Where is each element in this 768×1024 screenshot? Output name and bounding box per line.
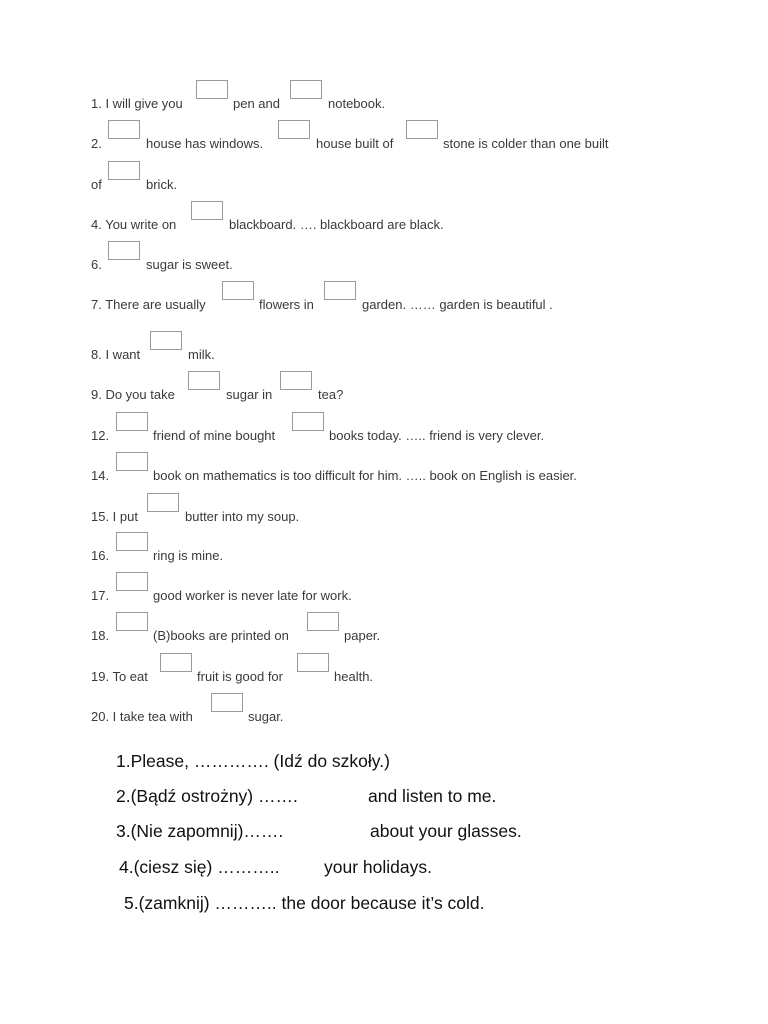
item-text: (B)books are printed on bbox=[153, 628, 289, 643]
item-text: 2. bbox=[91, 136, 102, 151]
item-text: health. bbox=[334, 669, 374, 684]
answer-blank[interactable] bbox=[191, 201, 223, 220]
answer-blank[interactable] bbox=[278, 120, 310, 139]
answer-blank[interactable] bbox=[116, 412, 148, 431]
item-text: 6. bbox=[91, 257, 102, 272]
item-text: about your glasses. bbox=[370, 821, 522, 841]
answer-blank[interactable] bbox=[290, 80, 322, 99]
answer-blank[interactable] bbox=[116, 532, 148, 551]
item-text: book on mathematics is too difficult for him. ….. book on English is easier. bbox=[153, 468, 577, 483]
item-text: ring is mine. bbox=[153, 548, 224, 563]
item-text: flowers in bbox=[259, 297, 314, 312]
answer-blank[interactable] bbox=[160, 653, 192, 672]
item-text: pen and bbox=[233, 96, 280, 111]
item-text: 7. There are usually bbox=[91, 297, 206, 312]
item-text: house built of bbox=[316, 136, 394, 151]
item-text: 2.(Bądź ostrożny) ……. bbox=[116, 786, 298, 806]
item-text: 19. To eat bbox=[91, 669, 148, 684]
item-text: books today. ….. friend is very clever. bbox=[329, 428, 545, 443]
answer-blank[interactable] bbox=[147, 493, 179, 512]
item-text: friend of mine bought bbox=[153, 428, 276, 443]
answer-blank[interactable] bbox=[211, 693, 243, 712]
item-text: your holidays. bbox=[324, 857, 432, 877]
item-text: good worker is never late for work. bbox=[153, 588, 352, 603]
item-text: milk. bbox=[188, 347, 215, 362]
item-text: 5.(zamknij) ……….. the door because it’s cold. bbox=[124, 893, 485, 913]
item-text: 16. bbox=[91, 548, 110, 563]
item-text: of bbox=[91, 177, 102, 192]
answer-blank[interactable] bbox=[324, 281, 356, 300]
item-text: stone is colder than one built bbox=[443, 136, 609, 151]
item-text: paper. bbox=[344, 628, 381, 643]
answer-blank[interactable] bbox=[292, 412, 324, 431]
answer-blank[interactable] bbox=[116, 572, 148, 591]
item-text: 4.(ciesz się) ……….. bbox=[119, 857, 280, 877]
item-text: sugar. bbox=[248, 709, 284, 724]
item-text: sugar in bbox=[226, 387, 273, 402]
item-text: and listen to me. bbox=[368, 786, 497, 806]
item-text: 4. You write on bbox=[91, 217, 177, 232]
answer-blank[interactable] bbox=[108, 120, 140, 139]
item-text: 1.Please, …………. (Idź do szkoły.) bbox=[116, 751, 390, 771]
answer-blank[interactable] bbox=[307, 612, 339, 631]
answer-blank[interactable] bbox=[406, 120, 438, 139]
item-text: 20. I take tea with bbox=[91, 709, 193, 724]
answer-blank[interactable] bbox=[116, 612, 148, 631]
answer-blank[interactable] bbox=[196, 80, 228, 99]
answer-blank[interactable] bbox=[297, 653, 329, 672]
item-text: fruit is good for bbox=[197, 669, 283, 684]
answer-blank[interactable] bbox=[150, 331, 182, 350]
item-text: 14. bbox=[91, 468, 110, 483]
answer-blank[interactable] bbox=[108, 241, 140, 260]
item-text: sugar is sweet. bbox=[146, 257, 233, 272]
answer-blank[interactable] bbox=[280, 371, 312, 390]
item-text: 15. I put bbox=[91, 509, 138, 524]
item-text: tea? bbox=[318, 387, 344, 402]
item-text: notebook. bbox=[328, 96, 386, 111]
item-text: 3.(Nie zapomnij)……. bbox=[116, 821, 284, 841]
item-text: 12. bbox=[91, 428, 110, 443]
item-text: 18. bbox=[91, 628, 110, 643]
item-text: garden. …… garden is beautiful . bbox=[362, 297, 553, 312]
answer-blank[interactable] bbox=[108, 161, 140, 180]
item-text: 17. bbox=[91, 588, 110, 603]
item-text: house has windows. bbox=[146, 136, 264, 151]
item-text: blackboard. …. blackboard are black. bbox=[229, 217, 444, 232]
item-text: 1. I will give you bbox=[91, 96, 183, 111]
item-text: brick. bbox=[146, 177, 178, 192]
item-text: 9. Do you take bbox=[91, 387, 175, 402]
answer-blank[interactable] bbox=[116, 452, 148, 471]
item-text: butter into my soup. bbox=[185, 509, 300, 524]
answer-blank[interactable] bbox=[188, 371, 220, 390]
item-text: 8. I want bbox=[91, 347, 141, 362]
answer-blank[interactable] bbox=[222, 281, 254, 300]
